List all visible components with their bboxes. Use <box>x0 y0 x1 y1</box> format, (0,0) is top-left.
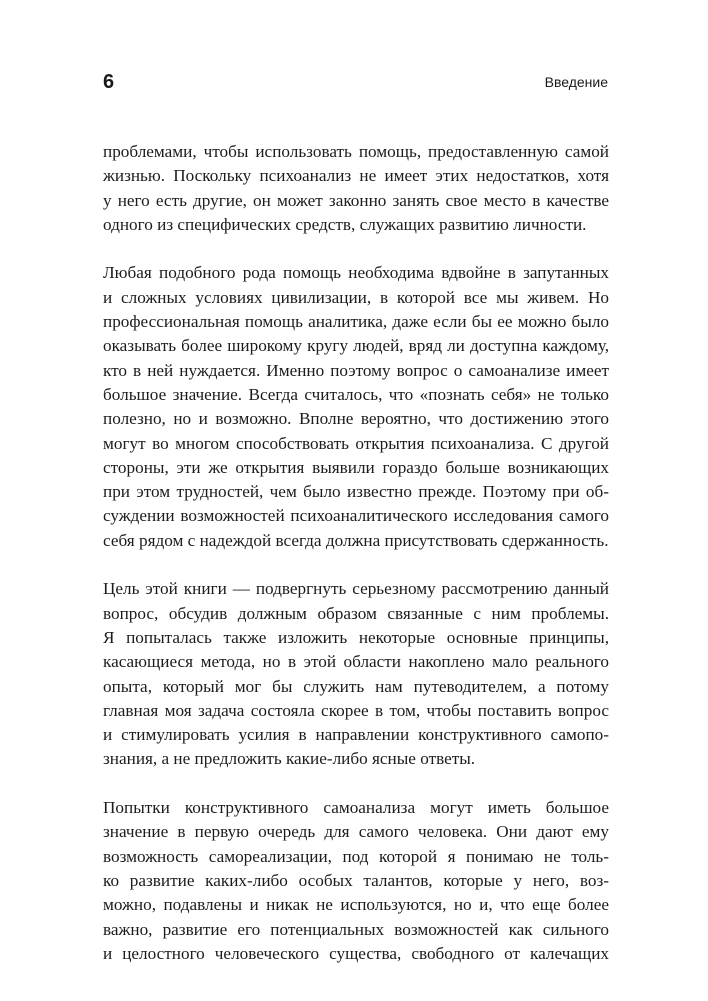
running-head-section-title: Введение <box>544 74 608 90</box>
text-line: Попытки конструктивного самоанализа могут иметь большое <box>103 798 609 818</box>
text-line: полезно, но и возможно. Вполне вероятно, что достижению этого <box>103 409 609 429</box>
text-line: главная моя задача состояла скорее в том, чтобы поставить вопрос <box>103 700 609 720</box>
text-line: суждении возможностей психоаналитического исследования самого <box>103 506 609 526</box>
text-line: себя рядом с надеждой всегда должна присутствовать сдержанность. <box>103 530 609 550</box>
paragraph <box>103 577 609 771</box>
paragraph <box>103 796 609 966</box>
page-number: 6 <box>103 71 115 93</box>
text-line: большое значение. Всегда считалось, что «познать себя» не только <box>103 384 609 404</box>
paragraph <box>103 140 609 237</box>
paragraph <box>103 261 609 553</box>
text-line: и стимулировать усилия в направлении конструктивного самопо- <box>103 725 609 745</box>
text-line: ко развитие каких-либо особых талантов, которые у него, воз- <box>103 870 609 890</box>
text-line: вопрос, обсудив должным образом связанные с ним проблемы. <box>103 603 609 623</box>
text-line: можно, подавлены и никак не используются, но и, что еще более <box>103 895 609 915</box>
text-line: кто в ней нуждается. Именно поэтому вопрос о самоанализе имеет <box>103 360 609 380</box>
text-line: Любая подобного рода помощь необходима вдвойне в запутанных <box>103 263 609 283</box>
text-line: жизнью. Поскольку психоанализ не имеет этих недостатков, хотя <box>103 166 609 186</box>
text-line: опыта, который мог бы служить нам путеводителем, а потому <box>103 676 609 696</box>
text-line: важно, развитие его потенциальных возможностей как сильного <box>103 919 609 939</box>
text-line: оказывать более широкому кругу людей, вряд ли доступна каждому, <box>103 336 609 356</box>
body-text <box>103 140 609 990</box>
text-line: у него есть другие, он может законно занять свое место в качестве <box>103 190 609 210</box>
text-line: и целостного человеческого существа, свободного от калечащих <box>103 943 609 963</box>
text-line: и сложных условиях цивилизации, в которой все мы живем. Но <box>103 287 609 307</box>
text-line: возможность самореализации, под которой я понимаю не толь- <box>103 846 609 866</box>
text-line: Цель этой книги — подвергнуть серьезному рассмотрению данный <box>103 579 609 599</box>
text-line: профессиональная помощь аналитика, даже если бы ее можно было <box>103 312 609 332</box>
text-line: могут во многом способствовать открытия психоанализа. С другой <box>103 433 609 453</box>
text-line: при этом трудностей, чем было известно прежде. Поэтому при об- <box>103 482 609 502</box>
text-line: знания, а не предложить какие-либо ясные ответы. <box>103 749 476 769</box>
text-line: значение в первую очередь для самого человека. Они дают ему <box>103 822 609 842</box>
text-line: стороны, эти же открытия выявили гораздо больше возникающих <box>103 457 609 477</box>
text-line: Я попыталась также изложить некоторые основные принципы, <box>103 627 609 647</box>
text-line: касающиеся метода, но в этой области накоплено мало реального <box>103 652 609 672</box>
text-line: проблемами, чтобы использовать помощь, предоставленную самой <box>103 142 609 161</box>
text-line: одного из специфических средств, служащих развитию личности. <box>103 214 587 234</box>
